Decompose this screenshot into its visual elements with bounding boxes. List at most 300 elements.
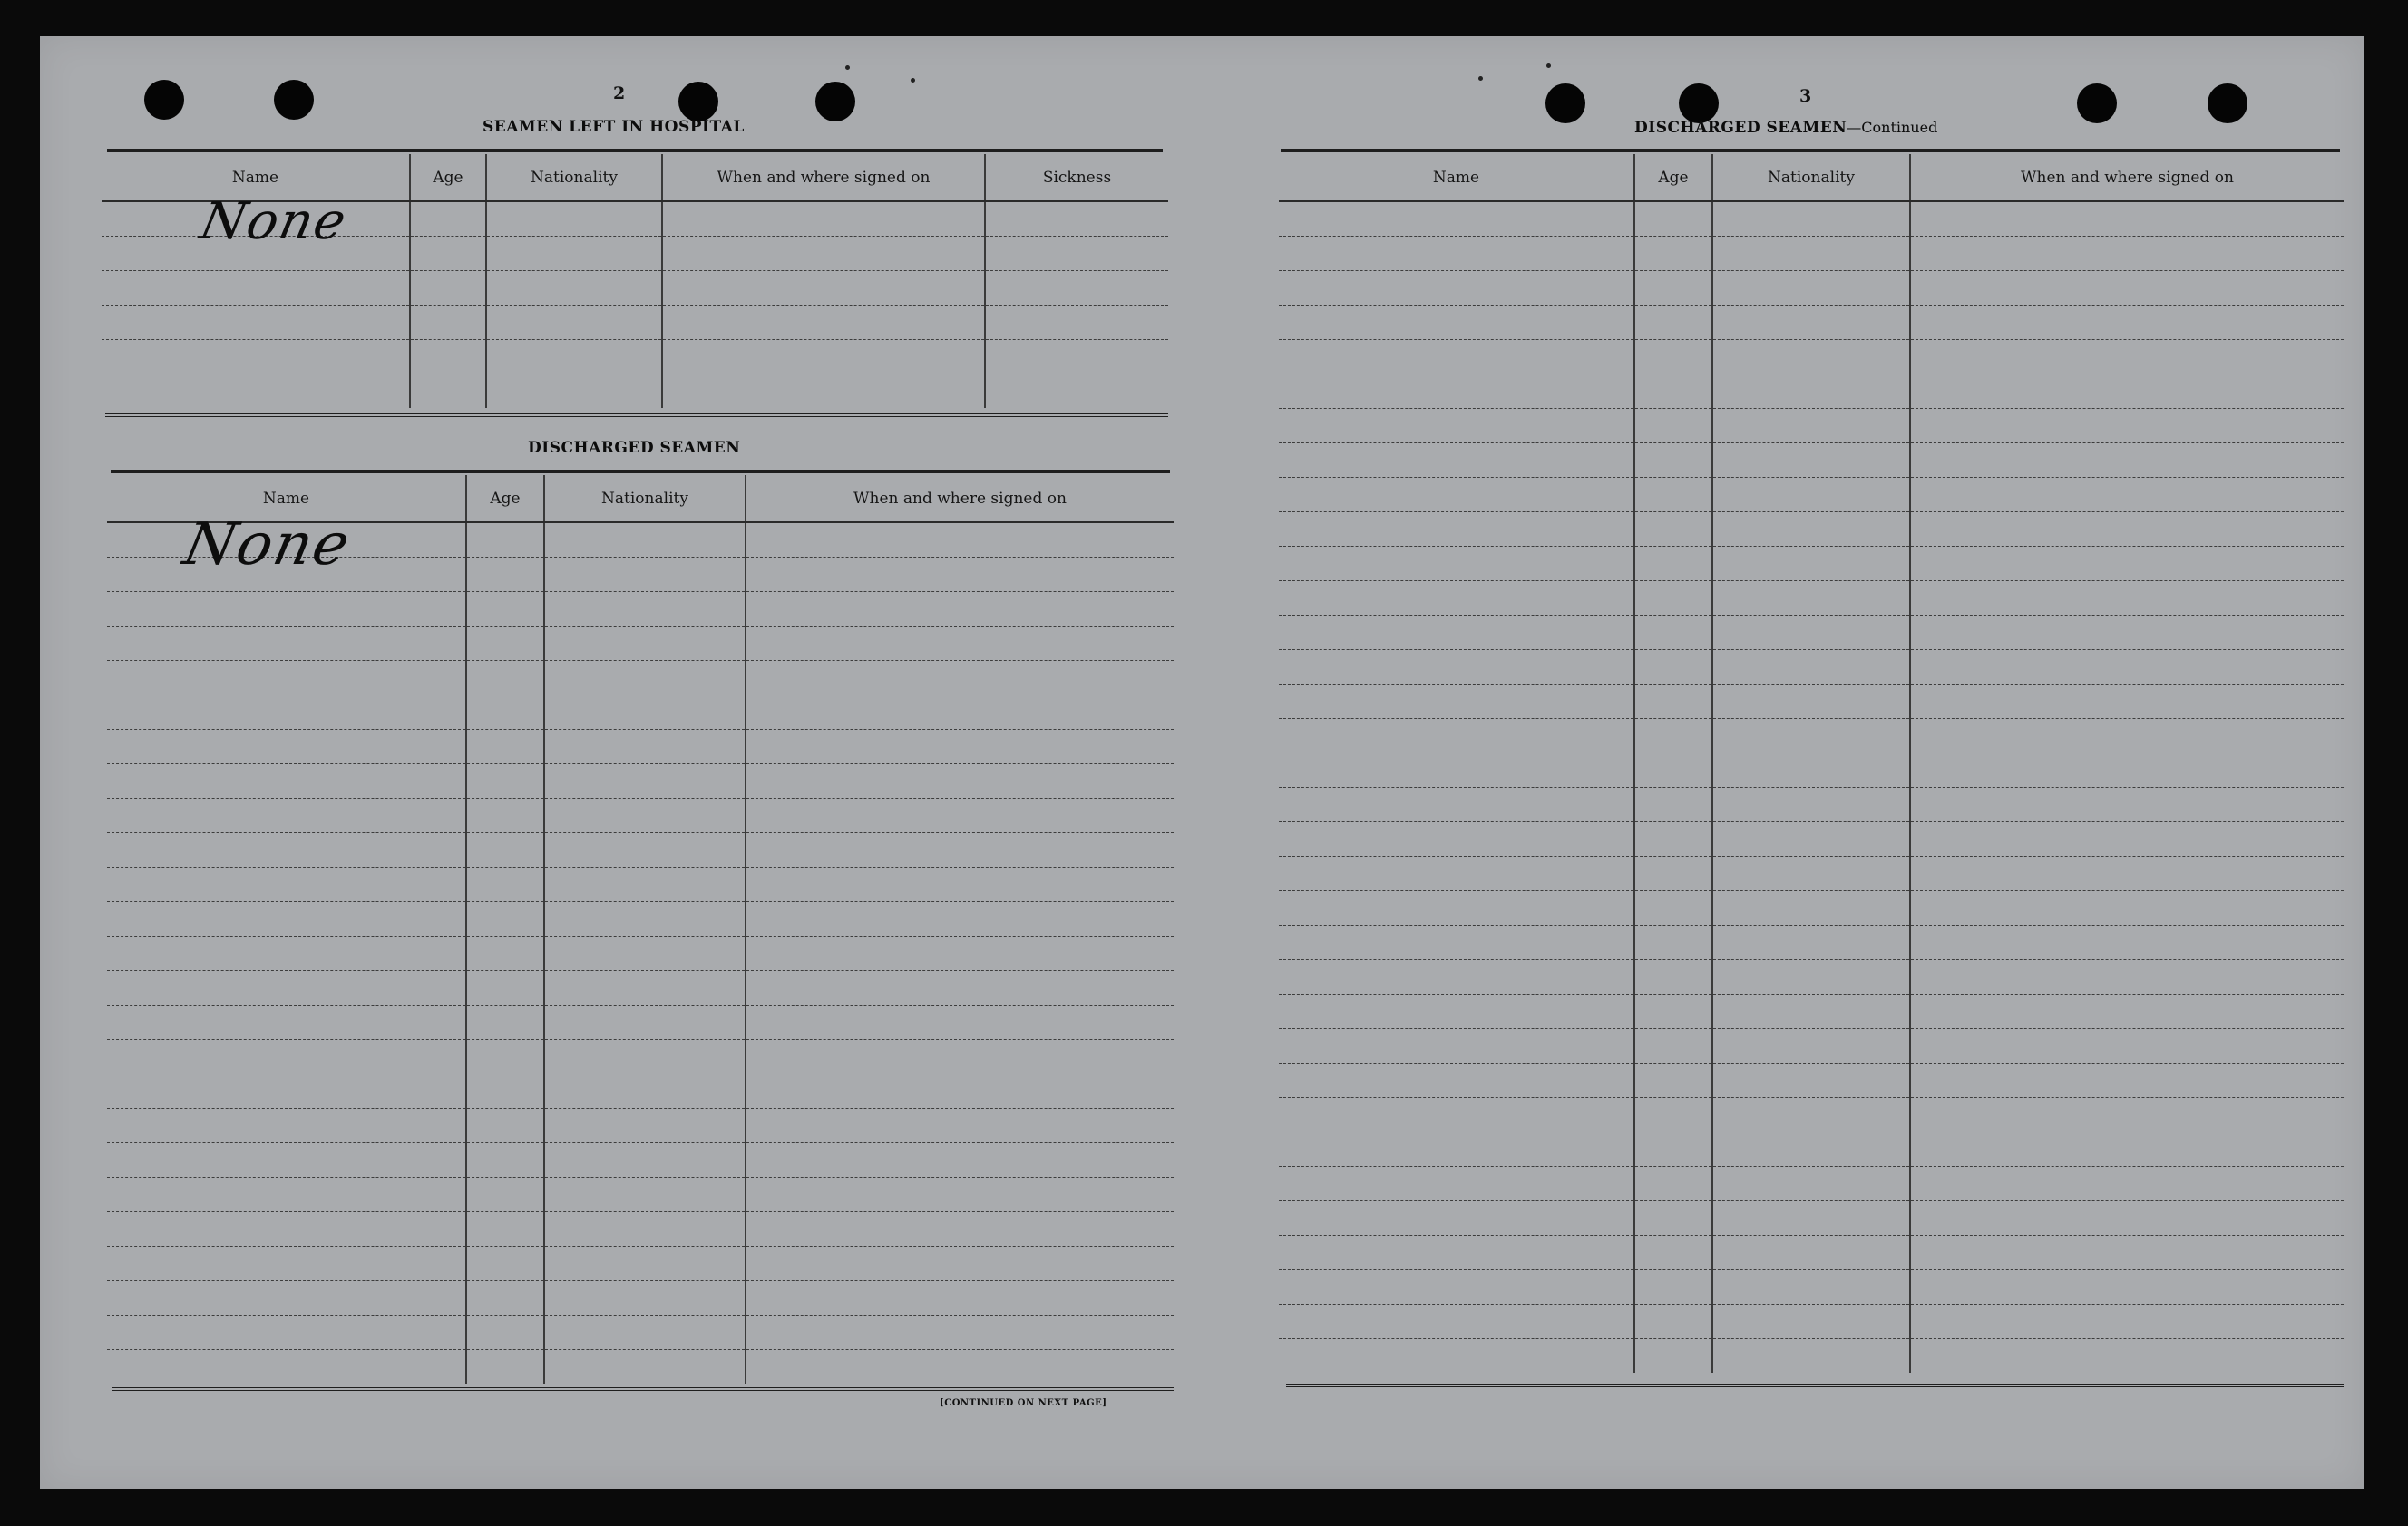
table-cell — [662, 201, 985, 236]
table-cell — [1279, 339, 1634, 374]
ink-speck — [1546, 63, 1551, 68]
table-cell — [486, 201, 662, 236]
table-row — [1279, 236, 2344, 270]
table-cell — [746, 763, 1174, 798]
table-row — [1279, 1269, 2344, 1304]
table-cell — [746, 591, 1174, 626]
table-cell — [544, 591, 746, 626]
table-cell — [662, 270, 985, 305]
table-cell — [486, 374, 662, 408]
table-row — [1279, 718, 2344, 753]
table-cell — [1712, 374, 1910, 408]
table-cell — [1634, 442, 1712, 477]
column-header-signed-on: When and where signed on — [746, 475, 1174, 522]
table-cell — [1279, 580, 1634, 615]
table-cell — [1910, 408, 2344, 442]
table-cell — [466, 1074, 544, 1108]
table-cell — [1910, 890, 2344, 925]
table-row — [1279, 270, 2344, 305]
table-cell — [466, 660, 544, 695]
table-cell — [107, 1280, 466, 1315]
table-cell — [1634, 821, 1712, 856]
table-cell — [746, 1039, 1174, 1074]
table-cell — [1910, 615, 2344, 649]
table-cell — [107, 729, 466, 763]
table-cell — [1910, 684, 2344, 718]
table-cell — [1634, 511, 1712, 546]
table-cell — [466, 729, 544, 763]
table-row — [1279, 1304, 2344, 1338]
table-cell — [746, 557, 1174, 591]
table-cell — [102, 270, 410, 305]
table-cell — [1712, 270, 1910, 305]
discharged-table-right — [1279, 154, 2344, 1373]
table-cell — [1910, 1338, 2344, 1373]
table-cell — [1634, 305, 1712, 339]
table-cell — [1910, 821, 2344, 856]
table-row — [107, 1142, 1174, 1177]
discharged-continued-title — [1634, 119, 1937, 137]
table-cell — [1712, 201, 1910, 236]
table-cell — [985, 270, 1168, 305]
table-cell — [746, 1315, 1174, 1349]
table-cell — [1910, 236, 2344, 270]
table-cell — [746, 522, 1174, 557]
table-cell — [107, 626, 466, 660]
table-cell — [107, 901, 466, 936]
table-row — [1279, 856, 2344, 890]
table-cell — [1910, 994, 2344, 1028]
table-cell — [1712, 1166, 1910, 1200]
table-cell — [662, 305, 985, 339]
table-cell — [544, 1315, 746, 1349]
table-cell — [466, 1039, 544, 1074]
table-row — [102, 270, 1168, 305]
table-cell — [1712, 1338, 1910, 1373]
table-cell — [1910, 856, 2344, 890]
table-row — [1279, 821, 2344, 856]
table-cell — [544, 1177, 746, 1211]
table-cell — [1910, 374, 2344, 408]
table-cell — [410, 201, 486, 236]
table-cell — [746, 660, 1174, 695]
table-cell — [410, 270, 486, 305]
page-number-right: 3 — [1799, 86, 1812, 106]
table-cell — [1279, 959, 1634, 994]
table-row — [1279, 1338, 2344, 1373]
table-cell — [1712, 753, 1910, 787]
column-header-signed-on: When and where signed on — [1910, 154, 2344, 201]
table-cell — [466, 867, 544, 901]
table-cell — [1910, 925, 2344, 959]
table-cell — [544, 1349, 746, 1384]
table-cell — [466, 591, 544, 626]
table-row — [1279, 1097, 2344, 1132]
table-cell — [1910, 1166, 2344, 1200]
table-cell — [544, 1211, 746, 1246]
table-cell — [410, 374, 486, 408]
table-cell — [1712, 1097, 1910, 1132]
table-cell — [1279, 511, 1634, 546]
column-header-nationality: Nationality — [1712, 154, 1910, 201]
table-cell — [746, 729, 1174, 763]
table-cell — [1712, 718, 1910, 753]
table-cell — [466, 1315, 544, 1349]
table-cell — [1712, 1269, 1910, 1304]
table-row — [107, 901, 1174, 936]
table-cell — [544, 1005, 746, 1039]
table-row — [107, 798, 1174, 832]
table-row — [1279, 925, 2344, 959]
table-cell — [1712, 1200, 1910, 1235]
table-row — [1279, 374, 2344, 408]
table-row — [107, 1315, 1174, 1349]
table-cell — [1634, 615, 1712, 649]
table-row — [107, 936, 1174, 970]
table-cell — [1712, 442, 1910, 477]
hospital-top-rule — [107, 149, 1163, 152]
table-cell — [1910, 753, 2344, 787]
table-cell — [1712, 305, 1910, 339]
table-cell — [1712, 477, 1910, 511]
table-cell — [1712, 787, 1910, 821]
table-cell — [107, 763, 466, 798]
table-cell — [466, 1211, 544, 1246]
table-cell — [466, 1142, 544, 1177]
table-cell — [1634, 753, 1712, 787]
table-cell — [1279, 408, 1634, 442]
table-cell — [486, 339, 662, 374]
table-cell — [746, 936, 1174, 970]
table-cell — [1712, 1304, 1910, 1338]
table-cell — [1634, 1097, 1712, 1132]
punch-hole — [2077, 83, 2117, 123]
punch-hole — [815, 82, 855, 121]
table-cell — [102, 339, 410, 374]
table-cell — [107, 970, 466, 1005]
table-cell — [746, 1177, 1174, 1211]
table-cell — [1279, 925, 1634, 959]
table-row — [107, 695, 1174, 729]
table-row — [102, 374, 1168, 408]
table-row — [107, 1005, 1174, 1039]
ink-speck — [845, 65, 850, 70]
table-cell — [410, 339, 486, 374]
table-row — [1279, 408, 2344, 442]
table-row — [1279, 546, 2344, 580]
table-cell — [107, 1074, 466, 1108]
table-cell — [746, 901, 1174, 936]
table-cell — [107, 1349, 466, 1384]
table-cell — [544, 798, 746, 832]
table-row — [107, 1074, 1174, 1108]
table-row — [1279, 1028, 2344, 1063]
punch-hole — [2208, 83, 2247, 123]
table-cell — [746, 1211, 1174, 1246]
table-cell — [1634, 1200, 1712, 1235]
table-row — [1279, 1132, 2344, 1166]
table-cell — [746, 1108, 1174, 1142]
table-cell — [544, 1039, 746, 1074]
page-number-left: 2 — [613, 83, 626, 103]
column-header-nationality: Nationality — [486, 154, 662, 201]
table-cell — [1279, 1028, 1634, 1063]
discharged-table-left — [107, 475, 1174, 1384]
table-row — [1279, 442, 2344, 477]
table-cell — [107, 867, 466, 901]
table-cell — [1279, 787, 1634, 821]
table-row — [107, 1039, 1174, 1074]
table-cell — [1279, 753, 1634, 787]
table-row — [107, 626, 1174, 660]
table-cell — [107, 1142, 466, 1177]
table-cell — [1279, 201, 1634, 236]
table-cell — [1279, 305, 1634, 339]
table-cell — [1279, 1200, 1634, 1235]
column-header-name: Name — [102, 154, 410, 201]
table-cell — [107, 1039, 466, 1074]
table-cell — [1279, 1269, 1634, 1304]
table-cell — [466, 1349, 544, 1384]
table-cell — [1279, 1338, 1634, 1373]
table-cell — [107, 591, 466, 626]
table-cell — [1910, 201, 2344, 236]
table-cell — [1712, 1235, 1910, 1269]
table-cell — [1634, 684, 1712, 718]
table-cell — [466, 1177, 544, 1211]
table-cell — [1712, 615, 1910, 649]
table-cell — [466, 970, 544, 1005]
table-cell — [466, 798, 544, 832]
table-row — [1279, 305, 2344, 339]
table-row — [107, 1246, 1174, 1280]
table-cell — [1279, 994, 1634, 1028]
table-cell — [466, 1246, 544, 1280]
table-cell — [544, 867, 746, 901]
table-cell — [1910, 959, 2344, 994]
punch-hole — [1679, 83, 1719, 123]
table-row — [1279, 753, 2344, 787]
table-cell — [466, 1005, 544, 1039]
table-cell — [544, 936, 746, 970]
table-cell — [1910, 1200, 2344, 1235]
table-cell — [1910, 718, 2344, 753]
table-cell — [1279, 856, 1634, 890]
table-cell — [1279, 1097, 1634, 1132]
hospital-bottom-rule — [105, 413, 1168, 417]
table-cell — [466, 1280, 544, 1315]
table-cell — [1712, 580, 1910, 615]
table-cell — [107, 1315, 466, 1349]
table-cell — [544, 1074, 746, 1108]
table-cell — [486, 270, 662, 305]
table-cell — [1279, 1304, 1634, 1338]
table-cell — [1910, 1304, 2344, 1338]
table-row — [107, 729, 1174, 763]
table-cell — [1634, 339, 1712, 374]
table-cell — [746, 695, 1174, 729]
punch-hole — [274, 80, 314, 120]
table-cell — [1634, 994, 1712, 1028]
table-row — [1279, 580, 2344, 615]
punch-hole — [678, 82, 718, 121]
table-cell — [985, 201, 1168, 236]
table-row — [107, 970, 1174, 1005]
table-cell — [107, 1108, 466, 1142]
column-header-age: Age — [410, 154, 486, 201]
column-header-name: Name — [1279, 154, 1634, 201]
table-cell — [1634, 959, 1712, 994]
table-cell — [1634, 787, 1712, 821]
table-cell — [466, 901, 544, 936]
table-cell — [544, 1246, 746, 1280]
table-cell — [1279, 615, 1634, 649]
table-cell — [486, 236, 662, 270]
table-row — [102, 339, 1168, 374]
table-cell — [1910, 339, 2344, 374]
hospital-section-title: SEAMEN LEFT IN HOSPITAL — [483, 118, 745, 136]
table-cell — [1634, 580, 1712, 615]
table-cell — [746, 626, 1174, 660]
table-row — [107, 1177, 1174, 1211]
table-cell — [1279, 890, 1634, 925]
table-cell — [1279, 684, 1634, 718]
table-cell — [1634, 374, 1712, 408]
table-cell — [544, 1142, 746, 1177]
table-cell — [107, 1177, 466, 1211]
table-cell — [1910, 546, 2344, 580]
table-cell — [1634, 1235, 1712, 1269]
ink-speck — [911, 78, 915, 83]
discharged-top-rule — [111, 470, 1170, 473]
table-cell — [1712, 925, 1910, 959]
column-header-signed-on: When and where signed on — [662, 154, 985, 201]
table-row — [1279, 1063, 2344, 1097]
table-cell — [466, 557, 544, 591]
table-row — [1279, 339, 2344, 374]
punch-hole — [144, 80, 184, 120]
table-cell — [746, 832, 1174, 867]
table-cell — [1634, 1338, 1712, 1373]
table-cell — [544, 729, 746, 763]
punch-hole — [1545, 83, 1585, 123]
right-bottom-rule — [1286, 1384, 2344, 1387]
table-cell — [1712, 1132, 1910, 1166]
table-cell — [1634, 925, 1712, 959]
table-cell — [662, 374, 985, 408]
table-cell — [1279, 1132, 1634, 1166]
table-row — [1279, 511, 2344, 546]
table-cell — [410, 236, 486, 270]
continued-note: [CONTINUED ON NEXT PAGE] — [940, 1398, 1107, 1408]
table-cell — [1712, 821, 1910, 856]
table-cell — [662, 236, 985, 270]
table-cell — [1910, 649, 2344, 684]
table-cell — [1634, 270, 1712, 305]
table-cell — [544, 1108, 746, 1142]
table-cell — [746, 1142, 1174, 1177]
table-cell — [544, 626, 746, 660]
table-cell — [1634, 1132, 1712, 1166]
table-row — [1279, 684, 2344, 718]
table-cell — [1279, 374, 1634, 408]
table-cell — [466, 832, 544, 867]
table-row — [107, 832, 1174, 867]
table-cell — [662, 339, 985, 374]
table-row — [1279, 201, 2344, 236]
table-cell — [746, 1005, 1174, 1039]
table-cell — [1910, 305, 2344, 339]
hospital-none-entry: None — [195, 192, 353, 251]
table-cell — [410, 305, 486, 339]
table-cell — [102, 305, 410, 339]
table-cell — [1279, 236, 1634, 270]
discharged-none-entry: None — [178, 511, 357, 578]
table-row — [107, 591, 1174, 626]
table-cell — [746, 867, 1174, 901]
table-cell — [1634, 649, 1712, 684]
table-row — [1279, 1235, 2344, 1269]
table-cell — [107, 798, 466, 832]
table-row — [1279, 649, 2344, 684]
table-row — [107, 1280, 1174, 1315]
table-row — [107, 867, 1174, 901]
table-cell — [1910, 511, 2344, 546]
table-cell — [985, 305, 1168, 339]
table-cell — [1712, 339, 1910, 374]
table-cell — [1279, 821, 1634, 856]
table-cell — [1634, 1304, 1712, 1338]
table-cell — [544, 763, 746, 798]
table-cell — [746, 1280, 1174, 1315]
table-cell — [1910, 1132, 2344, 1166]
table-cell — [1910, 580, 2344, 615]
table-cell — [1279, 270, 1634, 305]
column-header-nationality: Nationality — [544, 475, 746, 522]
table-row — [1279, 1200, 2344, 1235]
table-cell — [544, 901, 746, 936]
table-cell — [1910, 787, 2344, 821]
table-cell — [107, 660, 466, 695]
column-header-age: Age — [1634, 154, 1712, 201]
table-cell — [1712, 649, 1910, 684]
table-cell — [1910, 1063, 2344, 1097]
table-cell — [1634, 890, 1712, 925]
table-cell — [1712, 1028, 1910, 1063]
table-cell — [746, 1349, 1174, 1384]
table-cell — [544, 970, 746, 1005]
table-cell — [1279, 1166, 1634, 1200]
table-cell — [1634, 201, 1712, 236]
table-cell — [1279, 1063, 1634, 1097]
table-cell — [466, 695, 544, 729]
table-cell — [1634, 236, 1712, 270]
right-top-rule — [1281, 149, 2340, 152]
table-row — [1279, 615, 2344, 649]
table-cell — [1910, 1097, 2344, 1132]
table-cell — [1712, 856, 1910, 890]
table-cell — [107, 936, 466, 970]
table-row — [1279, 994, 2344, 1028]
table-cell — [1634, 1166, 1712, 1200]
table-cell — [1279, 718, 1634, 753]
table-cell — [1279, 477, 1634, 511]
table-cell — [1712, 236, 1910, 270]
table-cell — [102, 374, 410, 408]
continued-suffix: —Continued — [1847, 119, 1938, 136]
table-cell — [544, 660, 746, 695]
discharged-continued-title-main: DISCHARGED SEAMEN — [1634, 119, 1847, 137]
